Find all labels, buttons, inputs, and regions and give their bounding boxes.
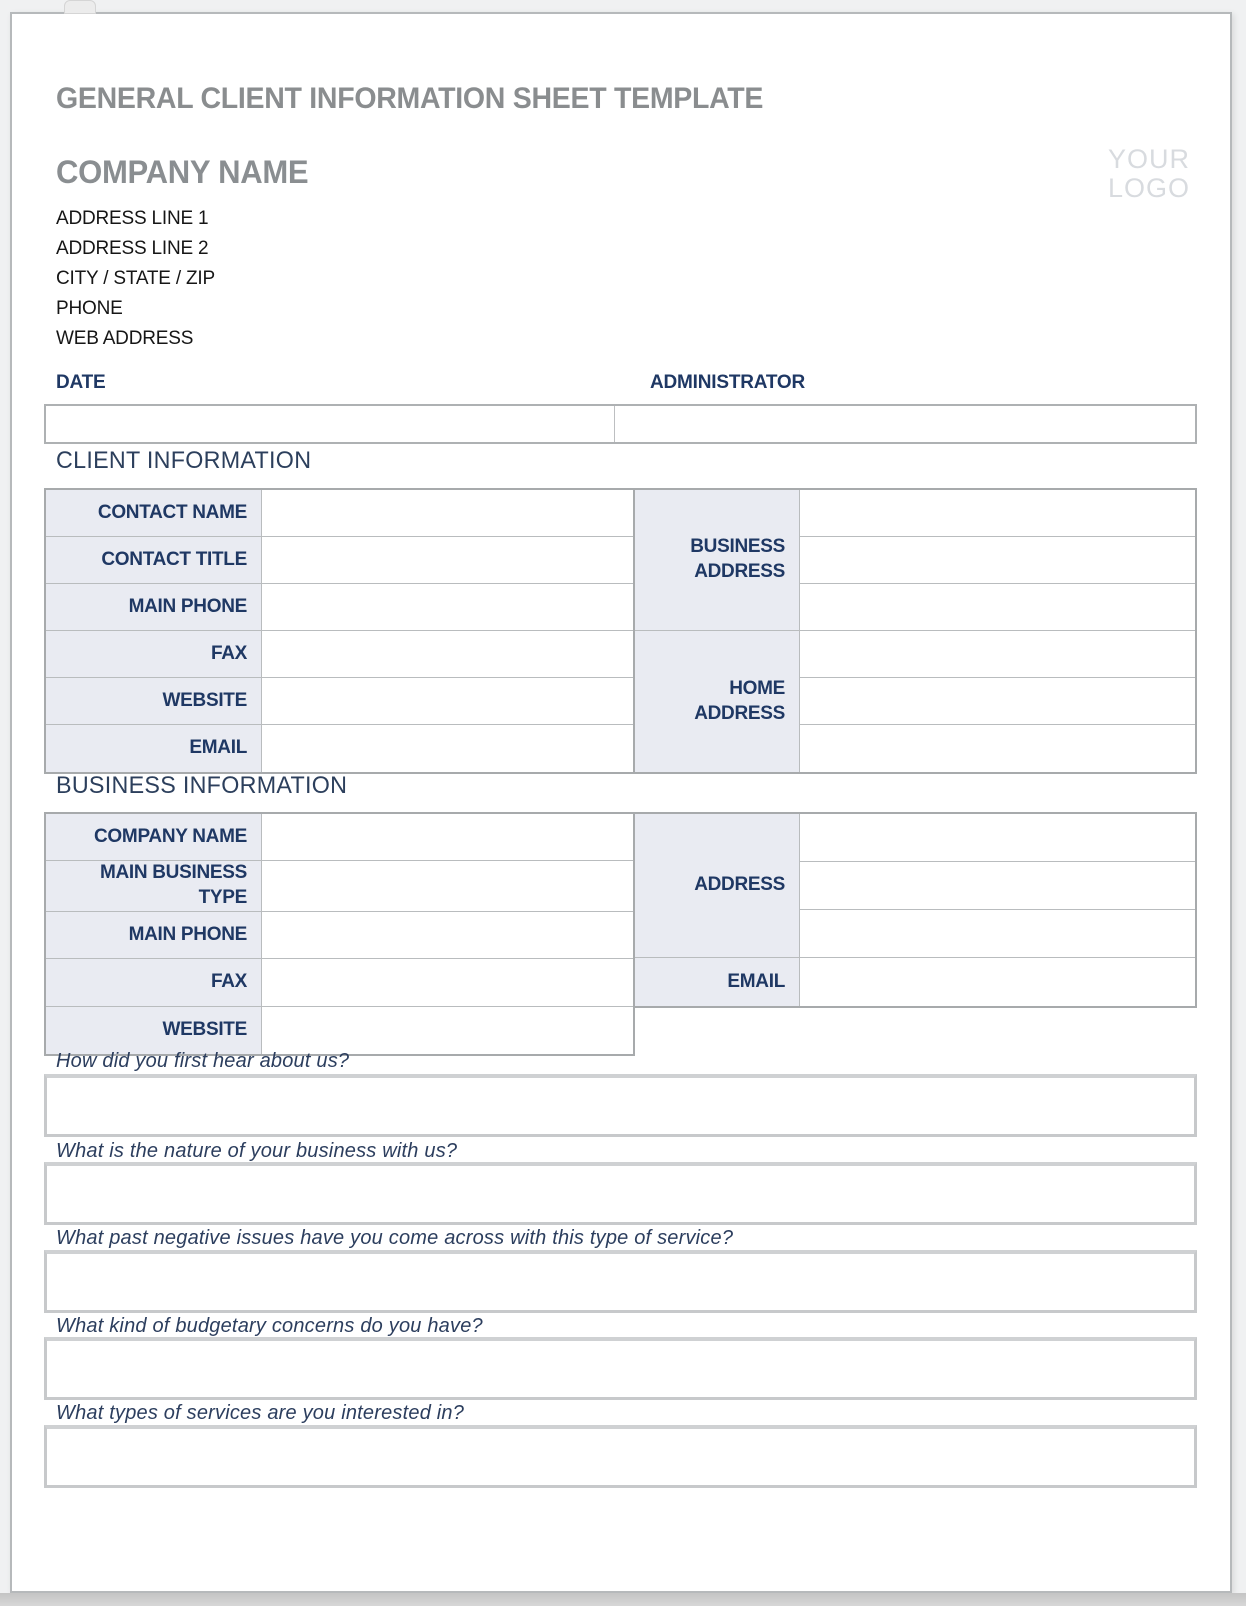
date-input-cell[interactable]	[46, 406, 615, 442]
page-tab	[64, 0, 96, 14]
logo-line-1: YOUR	[1107, 144, 1190, 174]
answer-box-nature-of-business[interactable]	[44, 1162, 1197, 1225]
business-fax-input-cell[interactable]	[262, 959, 633, 1006]
date-administrator-row	[44, 404, 1197, 444]
logo-line-2: LOGO	[1107, 173, 1190, 203]
business-info-table-left	[44, 812, 635, 1056]
home-address-label: HOME ADDRESS	[635, 631, 800, 772]
section-title-client-information: CLIENT INFORMATION	[56, 447, 312, 474]
business-info-table-right	[635, 812, 1197, 1008]
client-info-table-right	[635, 488, 1197, 774]
client-fax-input-cell[interactable]	[262, 631, 633, 678]
business-address-label: BUSINESS ADDRESS	[635, 490, 800, 631]
business-company-name-input-cell[interactable]	[262, 814, 633, 861]
client-website-input-cell[interactable]	[262, 678, 633, 725]
business-email-label: EMAIL	[635, 958, 800, 1006]
client-email-input-cell[interactable]	[262, 725, 633, 772]
business-website-label: WEBSITE	[46, 1007, 262, 1054]
address-line-2: ADDRESS LINE 2	[56, 238, 209, 259]
home-address-line1-input-cell[interactable]	[800, 631, 1195, 678]
administrator-label: ADMINISTRATOR	[650, 372, 806, 393]
client-info-table-left	[44, 488, 635, 774]
company-address-block	[56, 204, 215, 354]
date-label: DATE	[56, 372, 106, 393]
administrator-input-cell[interactable]	[615, 406, 1195, 442]
client-fax-label: FAX	[46, 631, 262, 678]
section-title-business-information: BUSINESS INFORMATION	[56, 772, 348, 799]
business-address2-line3-input-cell[interactable]	[800, 910, 1195, 958]
question-hear-about-us: How did you first hear about us?	[56, 1050, 350, 1072]
contact-title-input-cell[interactable]	[262, 537, 633, 584]
address-line-phone: PHONE	[56, 298, 123, 319]
address-line-web: WEB ADDRESS	[56, 328, 194, 349]
question-budgetary-concerns: What kind of budgetary concerns do you have?	[56, 1315, 483, 1337]
contact-name-input-cell[interactable]	[262, 490, 633, 537]
client-website-label: WEBSITE	[46, 678, 262, 725]
business-address-line1-input-cell[interactable]	[800, 490, 1195, 537]
business-email-input-cell[interactable]	[800, 958, 1195, 1006]
client-main-phone-input-cell[interactable]	[262, 584, 633, 631]
business-address2-line2-input-cell[interactable]	[800, 862, 1195, 910]
contact-title-label: CONTACT TITLE	[46, 537, 262, 584]
company-name: COMPANY NAME	[56, 154, 309, 190]
home-address-line3-input-cell[interactable]	[800, 725, 1195, 772]
home-address-line2-input-cell[interactable]	[800, 678, 1195, 725]
contact-name-label: CONTACT NAME	[46, 490, 262, 537]
business-address-line2-input-cell[interactable]	[800, 537, 1195, 584]
address-line-1: ADDRESS LINE 1	[56, 208, 209, 229]
business-company-name-label: COMPANY NAME	[46, 814, 262, 861]
business-website-input-cell[interactable]	[262, 1007, 633, 1054]
business-address2-line1-input-cell[interactable]	[800, 814, 1195, 862]
question-past-negative-issues: What past negative issues have you come across with this type of service?	[56, 1227, 734, 1249]
address-line-city-state-zip: CITY / STATE / ZIP	[56, 268, 215, 289]
answer-box-services-interested[interactable]	[44, 1425, 1197, 1488]
page-bottom-edge	[0, 1593, 1246, 1606]
business-fax-label: FAX	[46, 959, 262, 1006]
answer-box-hear-about-us[interactable]	[44, 1074, 1197, 1137]
main-business-type-label: MAIN BUSINESS TYPE	[46, 861, 262, 911]
business-main-phone-input-cell[interactable]	[262, 912, 633, 959]
main-business-type-input-cell[interactable]	[262, 861, 633, 911]
client-main-phone-label: MAIN PHONE	[46, 584, 262, 631]
question-nature-of-business: What is the nature of your business with us?	[56, 1140, 458, 1162]
business-main-phone-label: MAIN PHONE	[46, 912, 262, 959]
logo-placeholder	[990, 145, 1190, 203]
question-services-interested: What types of services are you interested in?	[56, 1402, 465, 1424]
answer-box-budgetary-concerns[interactable]	[44, 1337, 1197, 1400]
business-address-line3-input-cell[interactable]	[800, 584, 1195, 631]
business-address-section-label: ADDRESS	[635, 814, 800, 958]
answer-box-past-negative-issues[interactable]	[44, 1250, 1197, 1313]
document-title: GENERAL CLIENT INFORMATION SHEET TEMPLATE	[56, 82, 764, 115]
client-email-label: EMAIL	[46, 725, 262, 772]
